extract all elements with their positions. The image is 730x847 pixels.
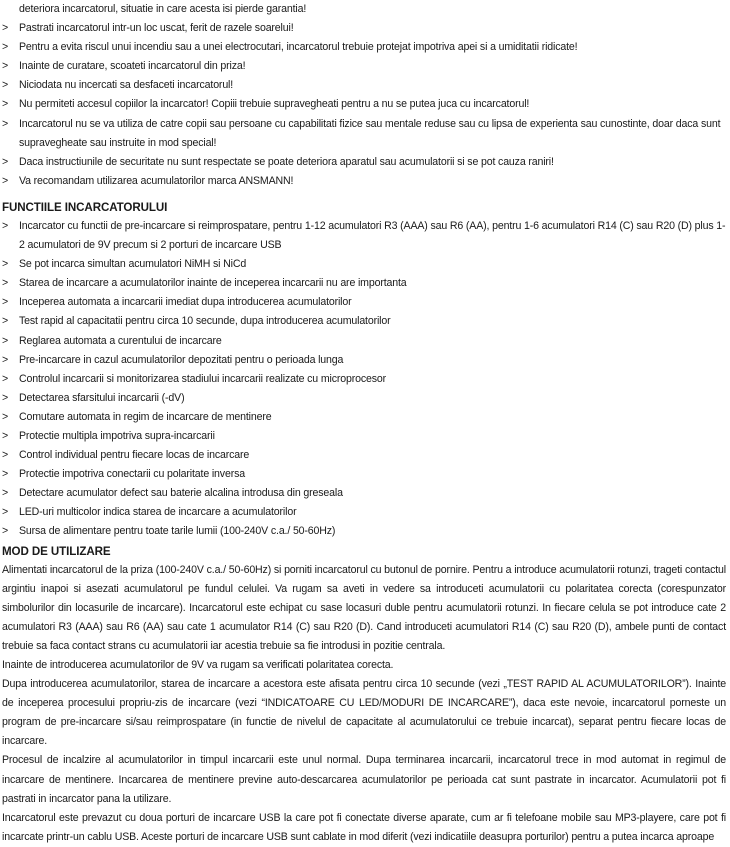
- list-item: > Incarcatorul nu se va utiliza de catre copii sau persoane cu capabilitati fizice sau mentale reduse sau cu lipsa de experienta sau cunostinte, doar daca sunt supravegheate sau instruite in mod special!: [2, 115, 726, 153]
- list-item: > Inceperea automata a incarcarii imediat dupa introducerea acumulatorilor: [2, 293, 726, 312]
- list-item: > Va recomandam utilizarea acumulatorilor marca ANSMANN!: [2, 172, 726, 191]
- list-item: > Test rapid al capacitatii pentru circa 10 secunde, dupa introducerea acumulatorilor: [2, 312, 726, 331]
- list-item: > Protectie multipla impotriva supra-incarcarii: [2, 427, 726, 446]
- list-item: > Protectie impotriva conectarii cu polaritate inversa: [2, 465, 726, 484]
- list-item: > Inainte de curatare, scoateti incarcatorul din priza!: [2, 57, 726, 76]
- list-item: > LED-uri multicolor indica starea de incarcare a acumulatorilor: [2, 503, 726, 522]
- list-item: > Controlul incarcarii si monitorizarea stadiului incarcarii realizate cu microprocesor: [2, 370, 726, 389]
- list-item: > Incarcator cu functii de pre-incarcare si reimprospatare, pentru 1-12 acumulatori R3 (AAA) sau R6 (AA), pentru 1-6 acumulatori R14 (C) sau R20 (D) plus 1-2 acumulatori de 9V precum si 2 porturi de incarcare USB: [2, 217, 726, 255]
- list-item: > Daca instructiunile de securitate nu sunt respectate se poate deteriora aparatul sau acumulatorii si se pot cauza raniri!: [2, 153, 726, 172]
- list-item: > Pre-incarcare in cazul acumulatorilor depozitati pentru o perioada lunga: [2, 351, 726, 370]
- usage-paragraph: Inainte de introducerea acumulatorilor de 9V va rugam sa verificati polaritatea corecta.: [2, 659, 394, 671]
- safety-list: [2, 19, 726, 191]
- list-item: > Se pot incarca simultan acumulatori NiMH si NiCd: [2, 255, 726, 274]
- list-item: > Starea de incarcare a acumulatorilor inainte de inceperea incarcarii nu are importanta: [2, 274, 726, 293]
- list-item: > Nu permiteti accesul copiilor la incarcator! Copiii trebuie supravegheati pentru a nu se putea juca cu incarcatorul!: [2, 95, 726, 114]
- functions-heading: FUNCTIILE INCARCATORULUI: [2, 200, 168, 214]
- list-item: > Detectare acumulator defect sau baterie alcalina introdusa din greseala: [2, 484, 726, 503]
- intro-top-fragment: deteriora incarcatorul, situatie in care acesta isi pierde garantia!: [19, 3, 307, 15]
- list-item: > Detectarea sfarsitului incarcarii (-dV): [2, 389, 726, 408]
- usage-paragraph: Dupa introducerea acumulatorilor, starea de incarcare a acestora este afisata pentru circa 10 secunde (vezi „TEST RAPID AL ACUMULATORILOR”). Inainte de inceperea procesului propriu-zis de incarcare (vezi “INDICATOARE CU LED/MODURI DE INCARCARE”), daca este nevoie, incarcatorul porneste un program de pre-incarcare si/sau reimprospatare (in functie de nivelul de capacitate al acumulatorului ce trebuie incarcat), separat pentru fiecare locas de incarcare.: [2, 678, 726, 748]
- usage-paragraph: Incarcatorul este prevazut cu doua porturi de incarcare USB la care pot fi conectate diverse aparate, cum ar fi telefoane mobile sau MP3-playere, care pot fi incarcate printr-un cablu USB. Aceste porturi de incarcare USB sunt cablate in mod diferit (vezi indicatiile deasupra porturilor) pentru a putea incarca aproape: [2, 811, 726, 843]
- list-item: > Pentru a evita riscul unui incendiu sau a unei electrocutari, incarcatorul trebuie protejat impotriva apei si a umiditatii ridicate!: [2, 38, 726, 57]
- list-item: > Niciodata nu incercati sa desfaceti incarcatorul!: [2, 76, 726, 95]
- usage-paragraph: Alimentati incarcatorul de la priza (100-240V c.a./ 50-60Hz) si porniti incarcatorul cu butonul de pornire. Pentru a introduce acumulatorii rotunzi, trageti contactul argintiu inapoi si asezati acumulatorul pe fundul celulei. Va rugam sa aveti in vedere sa introduceti acumulatorii cu polaritatea corecta (corespunzator simbolurilor din locasurile de incarcare). Incarcatorul este echipat cu sase locasuri duble pentru acumulatorii rotunzi. In fiecare celula se pot introduce cate 2 acumulatori R3 (AAA) sau R6 (AA) sau cate 1 acumulator R14 (C) sau R20 (D). Cand introduceti acumulatori R14 (C) sau R20 (D), ambele punti de contact trebuie sa faca contact strans cu acumulatorii iar acestia trebuie sa fie introdusi in pozitie centrala.: [2, 563, 726, 652]
- list-item: > Pastrati incarcatorul intr-un loc uscat, ferit de razele soarelui!: [2, 19, 726, 38]
- list-item: > Sursa de alimentare pentru toate tarile lumii (100-240V c.a./ 50-60Hz): [2, 522, 726, 541]
- usage-paragraph: Procesul de incalzire al acumulatorilor in timpul incarcarii este unul normal. Dupa terminarea incarcarii, incarcatorul trece in mod automat in regimul de incarcare de mentinere. Incarcarea de mentinere previne auto-descarcarea acumulatorilor pe perioada cat sunt pastrate in incarcator. Acumulatorii pot fi pastrati in incarcator pana la utilizare.: [2, 754, 726, 805]
- list-item: > Reglarea automata a curentului de incarcare: [2, 332, 726, 351]
- list-item: > Control individual pentru fiecare locas de incarcare: [2, 446, 726, 465]
- functions-list: [2, 217, 726, 542]
- list-item: > Comutare automata in regim de incarcare de mentinere: [2, 408, 726, 427]
- usage-heading: MOD DE UTILIZARE: [2, 544, 111, 558]
